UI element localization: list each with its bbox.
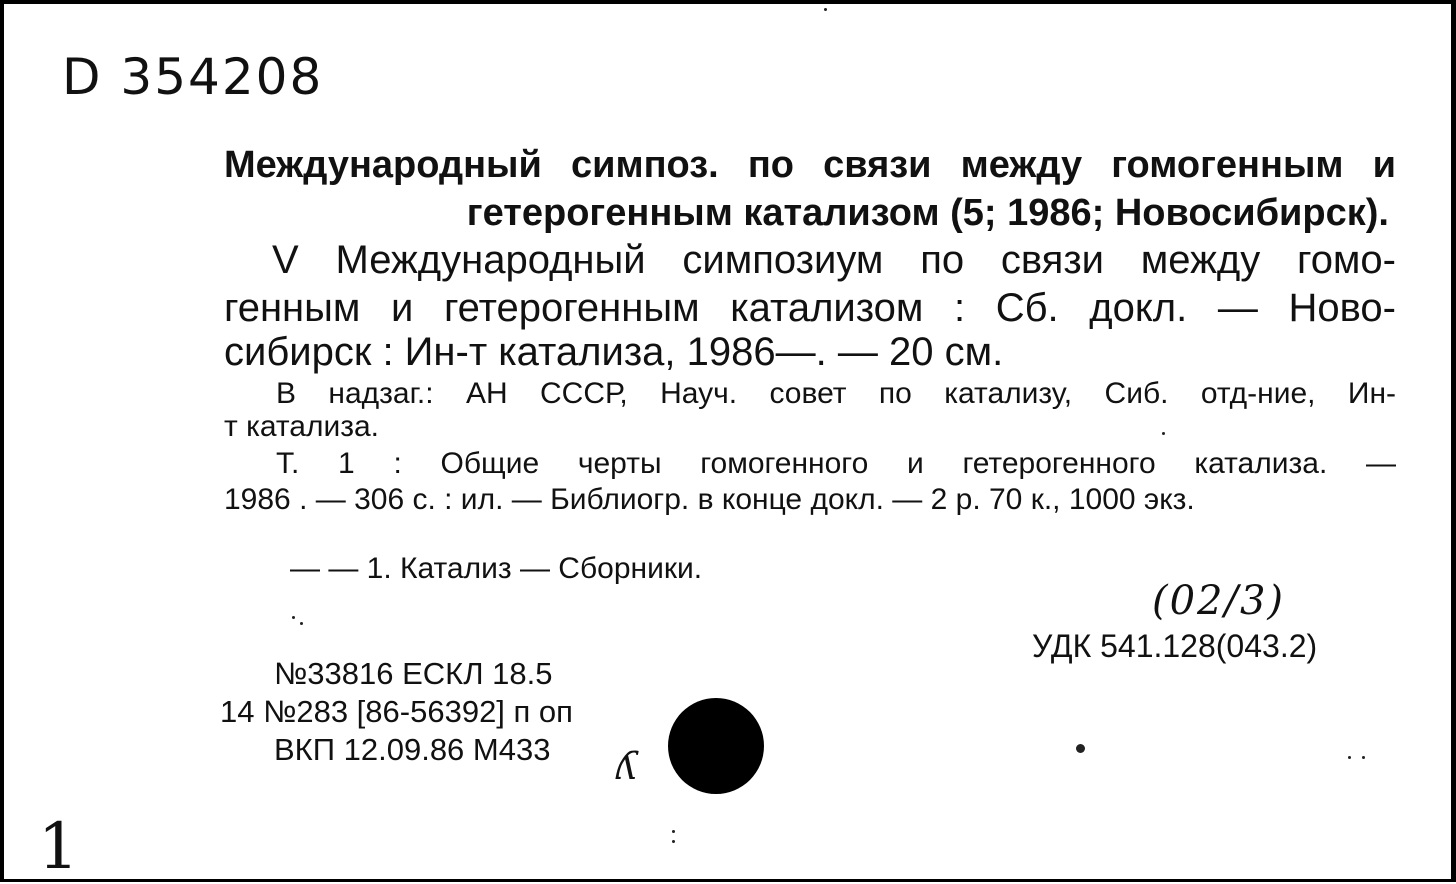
title-line-3: сибирск : Ин-т катализа, 1986—. — 20 см.: [224, 330, 1004, 374]
punch-hole: [668, 698, 764, 794]
inventory-number: D 354208: [62, 48, 324, 106]
speck-dot: [292, 616, 295, 619]
note-line-3: Т. 1 : Общие черты гомогенного и гетерогенного катализа. —: [276, 447, 1396, 480]
meta-line-1: №33816 ЕСКЛ 18.5: [274, 656, 553, 691]
note-line-2: т катализа.: [224, 410, 380, 443]
handwritten-number: 1: [38, 810, 79, 884]
speck-dot: [1362, 756, 1365, 759]
speck-dot: [1076, 744, 1085, 753]
meta-line-2: 14 №283 [86-56392] п оп: [220, 694, 573, 729]
heading-line-2: гетерогенным катализом (5; 1986; Новосибирск).: [466, 192, 1389, 234]
handwritten-initial: ʎ: [616, 744, 638, 788]
speck-dot: [1348, 756, 1351, 759]
speck-dot: [672, 840, 675, 843]
note-line-4: 1986 . — 306 с. : ил. — Библиогр. в конце докл. — 2 р. 70 к., 1000 экз.: [224, 483, 1195, 516]
subject-headings: — — 1. Катализ — Сборники.: [290, 552, 703, 585]
udc-code: УДК 541.128(043.2): [1032, 628, 1318, 664]
meta-line-3: ВКП 12.09.86 М433: [274, 732, 551, 767]
handwritten-udc-note: (02/3): [1152, 578, 1286, 624]
speck-dot: [300, 622, 303, 625]
speck-dot: [824, 8, 827, 11]
title-line-1: V Международный симпозиум по связи между гомо-: [272, 238, 1396, 282]
note-line-1: В надзаг.: АН СССР, Науч. совет по катализу, Сиб. отд-ние, Ин-: [276, 377, 1396, 410]
speck-dot: [672, 830, 675, 833]
heading-line-1: Международный симпоз. по связи между гомогенным и: [224, 144, 1396, 186]
speck-dot: [1162, 432, 1165, 435]
title-line-2: генным и гетерогенным катализом : Сб. докл. — Ново-: [224, 286, 1396, 330]
